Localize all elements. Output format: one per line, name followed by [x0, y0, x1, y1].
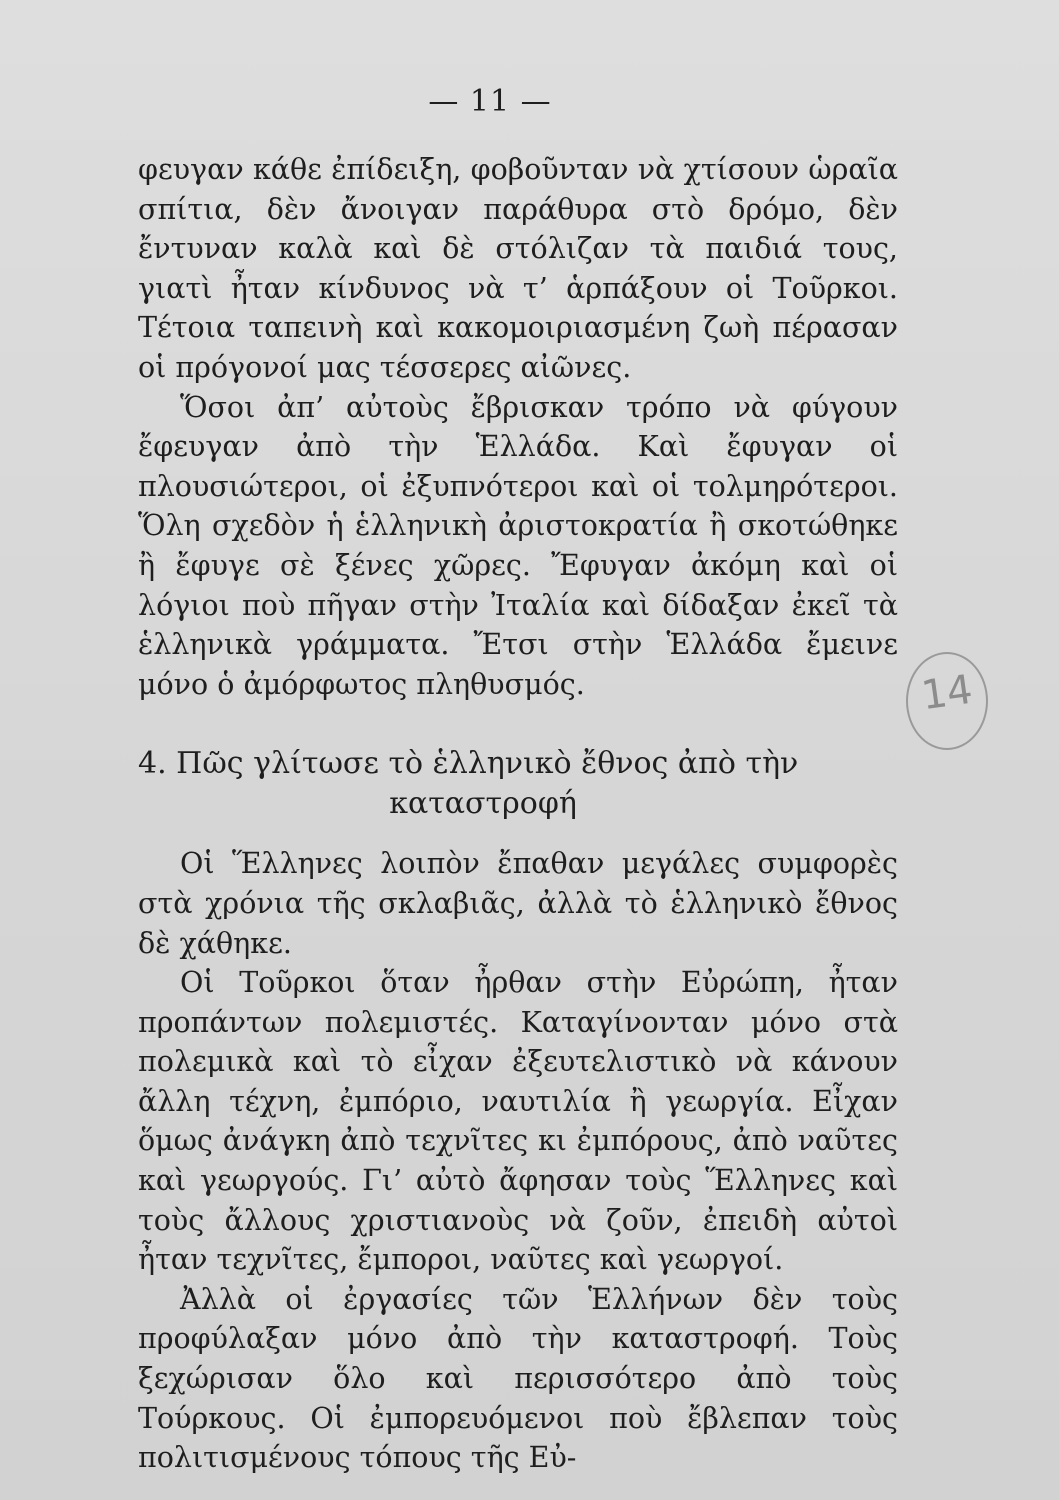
page-number: — 11 — [428, 84, 552, 119]
section-title-line1: Πῶς γλίτωσε τὸ ἑλληνικὸ ἔθνος ἀπὸ τὴν [176, 746, 799, 782]
paragraph: Οἱ Ἕλληνες λοιπὸν ἔπαθαν μεγάλες συμφορὲς στὰ χρόνια τῆς σκλαβιᾶς, ἀλλὰ τὸ ἑλληνικὸ ἔθνος δὲ χάθηκε. [138, 847, 898, 960]
body-text [138, 150, 898, 1478]
section-number: 4. [138, 746, 167, 782]
paragraph: Ἀλλὰ οἱ ἐργασίες τῶν Ἑλλήνων δὲν τοὺς προφύλαξαν μόνο ἀπὸ τὴν καταστροφή. Τοὺς ξεχώρισαν ὅλο καὶ περισσότερο ἀπὸ τοὺς Τούρκους. Οἱ ἐμπορευόμενοι ποὺ ἔβλεπαν τοὺς πολιτισμένους τόπους τῆς Εὐ- [138, 1282, 898, 1475]
paragraph: Ὅσοι ἀπ’ αὐτοὺς ἔβρισκαν τρόπο νὰ φύγουν ἔφευγαν ἀπὸ τὴν Ἑλλάδα. Καὶ ἔφυγαν οἱ πλουσιώτεροι, οἱ ἐξυπνότεροι καὶ οἱ τολμηρότεροι. Ὅλη σχεδὸν ἡ ἑλληνικὴ ἀριστοκρατία ἢ σκοτώθηκε ἢ ἔφυγε σὲ ξένες χῶρες. Ἔφυγαν ἀκόμη καὶ οἱ λόγιοι ποὺ πῆγαν στὴν Ἰταλία καὶ δίδαξαν ἐκεῖ τὰ ἑλληνικὰ γράμματα. Ἔτσι στὴν Ἑλλάδα ἔμεινε μόνο ὁ ἀμόρφωτος πληθυσμός. [138, 390, 898, 701]
section-heading [138, 744, 898, 824]
paragraph: Οἱ Τοῦρκοι ὅταν ἦρθαν στὴν Εὐρώπη, ἦταν προπάντων πολεμιστές. Καταγίνονταν μόνο στὰ πολεμικὰ καὶ τὸ εἶχαν ἐξευτελιστικὸ νὰ κάνουν ἄλλη τέχνη, ἐμπόριο, ναυτιλία ἢ γεωργία. Εἶχαν ὅμως ἀνάγκη ἀπὸ τεχνῖτες κι ἐμπόρους, ἀπὸ ναῦτες καὶ γεωργούς. Γι’ αὐτὸ ἄφησαν τοὺς Ἕλληνες καὶ τοὺς ἄλλους χριστιανοὺς νὰ ζοῦν, ἐπειδὴ αὐτοὶ ἦταν τεχνῖτες, ἔμποροι, ναῦτες καὶ γεωργοί. [138, 966, 898, 1277]
section-title-line2: καταστροφή [389, 786, 577, 822]
paragraph: φευγαν κάθε ἐπίδειξη, φοβοῦνταν νὰ χτίσουν ὡραῖα σπίτια, δὲν ἄνοιγαν παράθυρα στὸ δρόμο, δὲν ἔντυναν καλὰ καὶ δὲ στόλιζαν τὰ παιδιά τους, γιατὶ ἦταν κίνδυνος νὰ τ’ ἁρπάξουν οἱ Τοῦρκοι. Τέτοια ταπεινὴ καὶ κακομοιριασμένη ζωὴ πέρασαν οἱ πρόγονοί μας τέσσερες αἰῶνες. [138, 153, 898, 384]
handwritten-margin-number: 14 [918, 666, 976, 720]
